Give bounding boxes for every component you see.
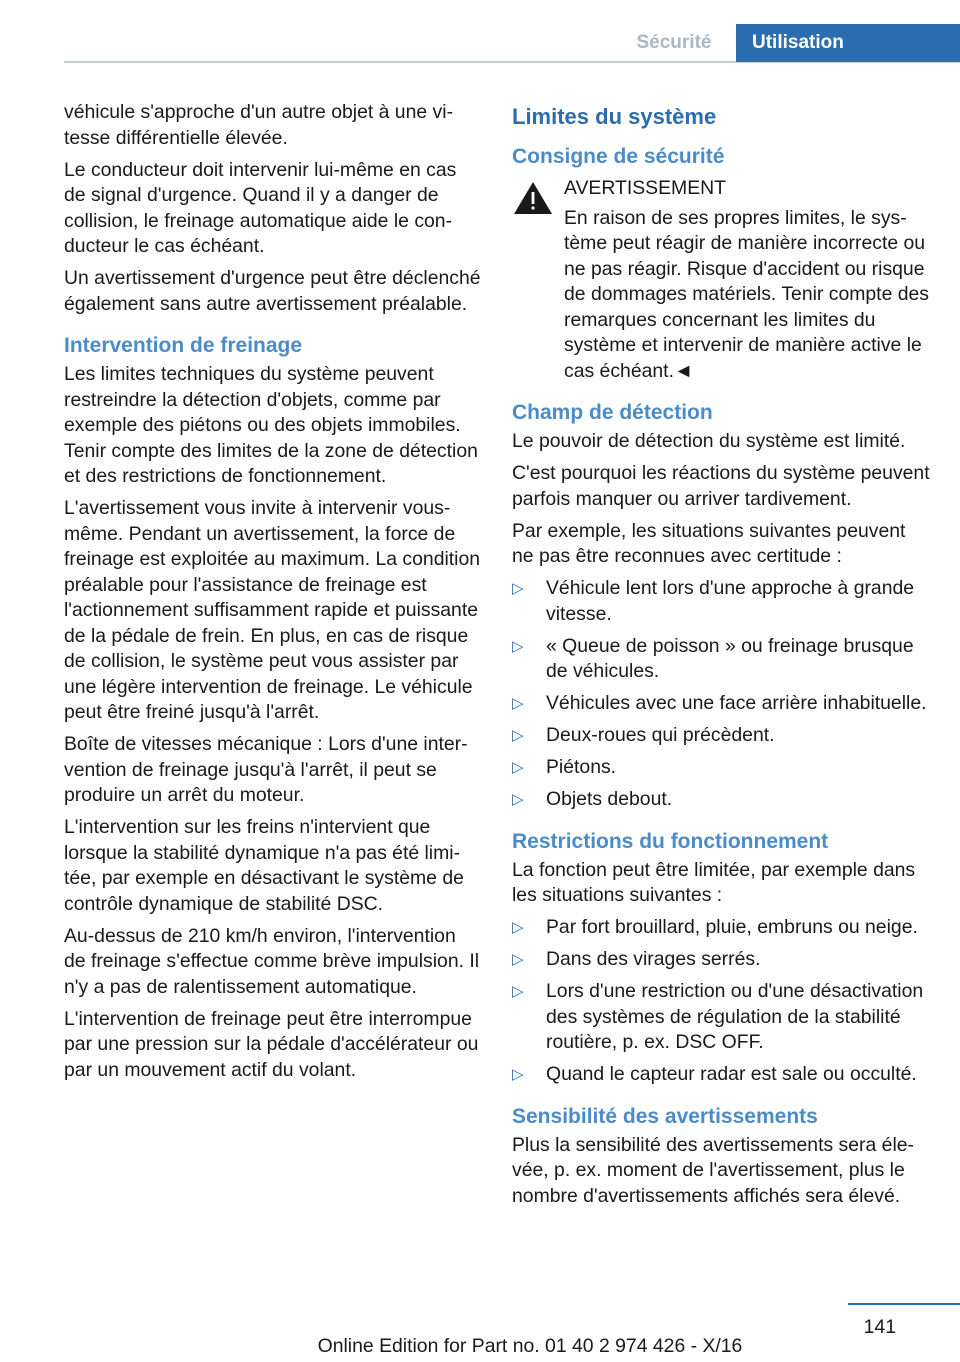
paragraph: Un avertissement d'urgence peut être déclenché également sans autre avertissement préalable. (64, 267, 481, 315)
paragraph: La fonction peut être limitée, par exemple dans les situations suivantes : (512, 858, 916, 906)
bullet-icon: ▷ (512, 919, 524, 936)
list-item (512, 723, 932, 749)
bullet-icon: ▷ (512, 580, 524, 597)
list-item-text: Piétons. (546, 756, 617, 778)
right-column (512, 100, 932, 1216)
list-item-text: Dans des virages serrés. (546, 948, 761, 970)
list-item-text: Deux-roues qui précèdent. (546, 724, 775, 746)
list-item-text: Objets debout. (546, 788, 673, 810)
subheading-intervention: Intervention de freinage (64, 334, 303, 357)
left-column (64, 100, 482, 1090)
subheading-restrictions: Restrictions du fonctionnement (512, 829, 829, 853)
warning-title: AVERTISSEMENT (564, 177, 726, 199)
list-item (512, 915, 932, 941)
list-item (512, 787, 932, 813)
bullet-icon: ▷ (512, 759, 524, 776)
paragraph: Au-dessus de 210 km/h environ, l'intervention de freinage s'effectue comme brève impulsion. Il n'y a pas de ralentissement automatique. (64, 924, 480, 998)
list-item-text: Véhicule lent lors d'une approche à grande vitesse. (546, 577, 915, 625)
list-item-text: « Queue de poisson » ou freinage brusque de véhicules. (546, 634, 914, 682)
warning-body: En raison de ses propres limites, le système peut réagir de manière incorrecte ou ne pas réagir. Risque d'accident ou risque de dommages matériels. Tenir compte des remarques concernant les limites du système et intervenir de manière active le cas échéant.◄ (564, 206, 930, 382)
paragraph: L'avertissement vous invite à intervenir vous-même. Pendant un avertissement, la force de freinage est exploitée au maximum. La condition préalable pour l'assistance de freinage est l'actionnement suffisamment rapide et puissante de la pédale de frein. En plus, en cas de risque de collision, le système peut vous assister par une légère intervention de freinage. Le véhicule peut être freiné jusqu'à l'arrêt. (64, 497, 481, 723)
header-tabs (624, 24, 960, 62)
bullet-icon: ▷ (512, 637, 524, 655)
list-item (512, 576, 932, 627)
bullet-icon: ▷ (512, 983, 524, 1000)
warning-triangle-icon (512, 176, 564, 222)
tab-securite[interactable]: Sécurité (636, 32, 712, 53)
paragraph: Les limites techniques du système peuvent restreindre la détection d'objets, comme par exemple des piétons ou des objets immobiles. Tenir compte des limites de la zone de détection et des restrictions de fonctionnement. (64, 363, 478, 487)
paragraph: L'intervention sur les freins n'intervient que lorsque la stabilité dynamique n'a pas été limitée, par exemple en désactivant le système de contrôle dynamique de stabilité DSC. (64, 816, 464, 915)
list-item (512, 979, 932, 1056)
list-item (512, 755, 932, 781)
paragraph: Boîte de vitesses mécanique : Lors d'une intervention de freinage jusqu'à l'arrêt, il peut se produire un arrêt du moteur. (64, 733, 468, 806)
paragraph: véhicule s'approche d'un autre objet à une vitesse différentielle élevée. (64, 101, 454, 149)
subheading-sensitivity: Sensibilité des avertissements (512, 1104, 818, 1128)
detection-list (512, 576, 932, 813)
list-item (512, 1062, 932, 1088)
subheading-safety: Consigne de sécurité (512, 145, 725, 168)
paragraph: Le conducteur doit intervenir lui-même en cas de signal d'urgence. Quand il y a danger de collision, le freinage automatique aide le conducteur le cas échéant. (64, 158, 457, 257)
paragraph: Plus la sensibilité des avertissements sera élevée, p. ex. moment de l'avertissement, plus le nombre d'avertissements affichés sera élevé. (512, 1133, 915, 1207)
list-item (512, 634, 932, 685)
subheading-detection: Champ de détection (512, 401, 713, 424)
section-title: Limites du système (512, 104, 717, 129)
restrictions-list (512, 915, 932, 1088)
tab-utilisation[interactable]: Utilisation (736, 24, 960, 62)
bullet-icon: ▷ (512, 727, 524, 744)
footer-rule (848, 1303, 960, 1305)
bullet-icon: ▷ (512, 791, 524, 808)
bullet-icon: ▷ (512, 951, 524, 968)
list-item-text: Quand le capteur radar est sale ou occulté. (546, 1063, 917, 1085)
bullet-icon: ▷ (512, 1066, 524, 1083)
footer-edition: Online Edition for Part no. 01 40 2 974 426 - X/16 (317, 1335, 743, 1357)
list-item (512, 691, 932, 717)
warning-block (512, 176, 932, 384)
paragraph: Le pouvoir de détection du système est limité. (512, 430, 906, 452)
paragraph: L'intervention de freinage peut être interrompue par une pression sur la pédale d'accélérateur ou par un mouvement actif du volant. (64, 1007, 479, 1081)
list-item (512, 947, 932, 973)
list-item-text: Lors d'une restriction ou d'une désactivation des systèmes de régulation de la stabilité routière, p. ex. DSC OFF. (546, 980, 924, 1053)
paragraph: Par exemple, les situations suivantes peuvent ne pas être reconnues avec certitude : (512, 519, 906, 567)
bullet-icon: ▷ (512, 695, 524, 712)
list-item-text: Par fort brouillard, pluie, embruns ou neige. (546, 916, 918, 938)
list-item-text: Véhicules avec une face arrière inhabituelle. (546, 692, 927, 714)
page-number: 141 (863, 1316, 896, 1338)
paragraph: C'est pourquoi les réactions du système peuvent parfois manquer ou arriver tardivement. (512, 462, 930, 510)
